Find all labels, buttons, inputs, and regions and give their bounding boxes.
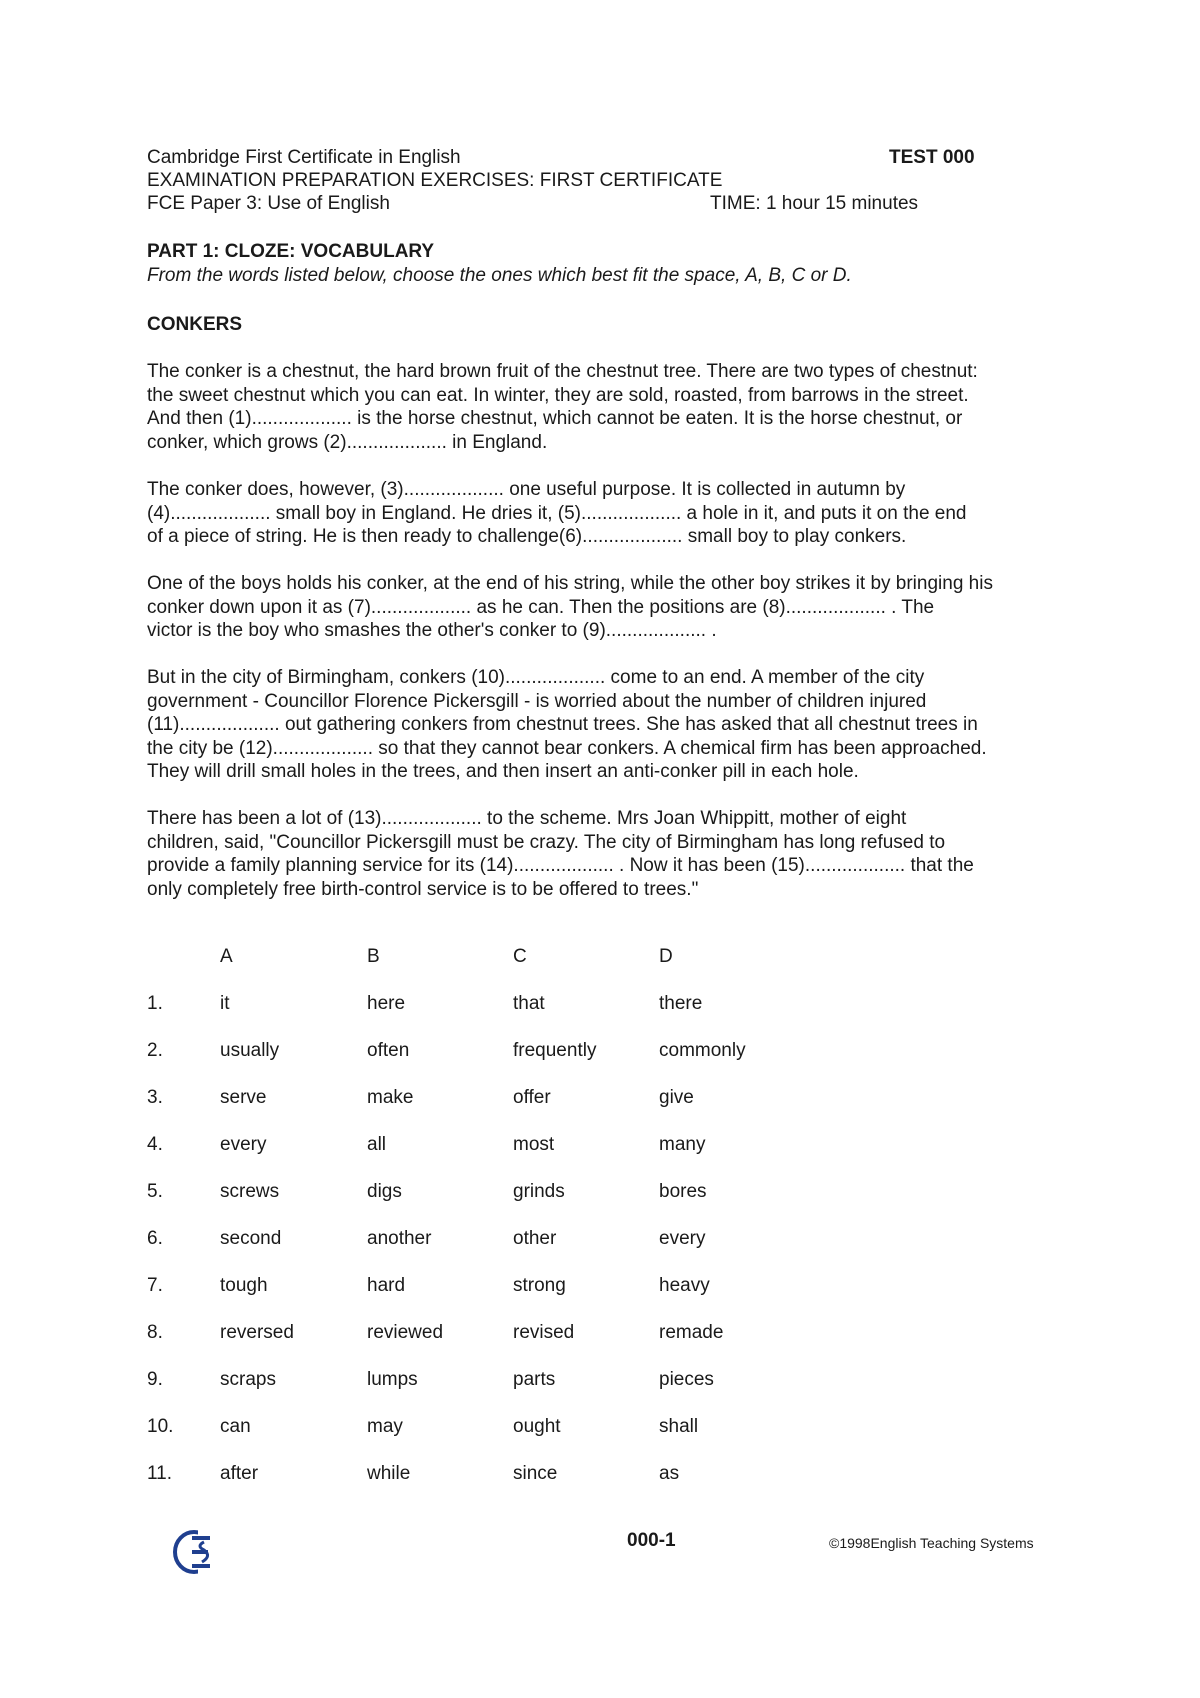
answer-option: reviewed xyxy=(367,1322,444,1343)
answer-option: bores xyxy=(659,1181,707,1202)
question-number: 6. xyxy=(147,1228,163,1249)
answer-option: often xyxy=(367,1040,410,1061)
answer-option: strong xyxy=(513,1275,566,1296)
header-course-title: Cambridge First Certificate in English xyxy=(147,147,461,168)
section-instruction: From the words listed below, choose the ones which best fit the space, A, B, C or D. xyxy=(147,265,852,286)
answer-option: give xyxy=(659,1087,694,1108)
question-number: 9. xyxy=(147,1369,163,1390)
answer-option: other xyxy=(513,1228,557,1249)
answer-option: frequently xyxy=(513,1040,597,1061)
answer-option: ought xyxy=(513,1416,561,1437)
answer-option: reversed xyxy=(220,1322,294,1343)
header-exercises-title: EXAMINATION PREPARATION EXERCISES: FIRST CERTIFICATE xyxy=(147,170,723,191)
column-header: B xyxy=(367,946,380,967)
passage-line: of a piece of string. He is then ready to challenge(6)................... small boy to play conkers. xyxy=(147,526,907,547)
passage-paragraph-1 xyxy=(147,360,1067,454)
passage-line: They will drill small holes in the trees, and then insert an anti-conker pill in each hole. xyxy=(147,761,859,782)
answer-option: many xyxy=(659,1134,706,1155)
passage-line: the sweet chestnut which you can eat. In winter, they are sold, roasted, from barrows in the street. xyxy=(147,384,969,406)
answer-option: make xyxy=(367,1087,414,1108)
answer-option: digs xyxy=(367,1181,402,1202)
answer-option: while xyxy=(367,1463,411,1484)
section-title: PART 1: CLOZE: VOCABULARY xyxy=(147,241,435,262)
answer-option: there xyxy=(659,993,703,1014)
question-number: 7. xyxy=(147,1275,163,1296)
answer-option: can xyxy=(220,1416,251,1437)
answer-option: may xyxy=(367,1416,403,1437)
answer-option: shall xyxy=(659,1416,699,1437)
answer-option: screws xyxy=(220,1181,280,1202)
passage-line: conker down upon it as (7)................... as he can. Then the positions are (8)................... . The xyxy=(147,596,935,618)
answer-option: here xyxy=(367,993,406,1014)
question-number: 5. xyxy=(147,1181,163,1202)
answer-option: parts xyxy=(513,1369,556,1390)
answer-option: usually xyxy=(220,1040,280,1061)
answer-option: serve xyxy=(220,1087,267,1108)
answer-option: every xyxy=(659,1228,706,1249)
answer-option: another xyxy=(367,1228,432,1249)
passage-paragraph-3 xyxy=(147,572,1067,643)
passage-paragraph-5 xyxy=(147,807,1067,901)
answer-option: as xyxy=(659,1463,680,1484)
passage-line: The conker does, however, (3)................... one useful purpose. It is collected in autumn by xyxy=(147,479,906,500)
question-number: 10. xyxy=(147,1416,174,1437)
answer-option: revised xyxy=(513,1322,575,1343)
question-number: 3. xyxy=(147,1087,163,1108)
passage-line: provide a family planning service for its (14)................... . Now it has been (15)................... that the xyxy=(147,855,974,876)
passage-line: (4)................... small boy in England. He dries it, (5)................... a hole in it, and puts it on the end xyxy=(147,502,967,524)
passage-line: (11)................... out gathering conkers from chestnut trees. She has asked that all chestnut trees in xyxy=(147,714,978,735)
column-header: D xyxy=(659,946,673,967)
column-header: A xyxy=(220,946,233,967)
answer-option: every xyxy=(220,1134,267,1155)
passage-line: The conker is a chestnut, the hard brown fruit of the chestnut tree. There are two types of chestnut: xyxy=(147,361,978,382)
passage-line: only completely free birth-control service is to be offered to trees." xyxy=(147,878,699,900)
passage-line: There has been a lot of (13)................... to the scheme. Mrs Joan Whippitt, mother of eight xyxy=(147,808,907,829)
passage-line: the city be (12)................... so that they cannot bear conkers. A chemical firm has been approached. xyxy=(147,737,987,759)
answer-option: second xyxy=(220,1228,282,1249)
passage-paragraph-2 xyxy=(147,478,1067,549)
header-test-number: TEST 000 xyxy=(889,147,975,168)
answer-option: commonly xyxy=(659,1040,746,1061)
page-number: 000-1 xyxy=(627,1530,676,1551)
passage-paragraph-4 xyxy=(147,666,1067,784)
question-number: 1. xyxy=(147,993,163,1014)
answer-option: pieces xyxy=(659,1369,714,1390)
passage-title: CONKERS xyxy=(147,314,243,335)
header-time: TIME: 1 hour 15 minutes xyxy=(710,193,919,214)
answer-option: remade xyxy=(659,1322,724,1343)
copyright-notice: ©1998English Teaching Systems xyxy=(829,1535,1034,1551)
answer-option: most xyxy=(513,1134,555,1155)
header-paper-title: FCE Paper 3: Use of English xyxy=(147,193,390,214)
passage-line: But in the city of Birmingham, conkers (10)................... come to an end. A member of the city xyxy=(147,667,925,688)
answer-option: after xyxy=(220,1463,259,1484)
passage-line: children, said, "Councillor Pickersgill must be crazy. The city of Birmingham has long refused to xyxy=(147,831,946,853)
question-number: 11. xyxy=(147,1463,173,1484)
answer-option: since xyxy=(513,1463,558,1484)
answer-option: tough xyxy=(220,1275,268,1296)
passage-line: One of the boys holds his conker, at the end of his string, while the other boy strikes it by bringing his xyxy=(147,573,993,594)
question-number: 2. xyxy=(147,1040,163,1061)
passage-line: conker, which grows (2)................... in England. xyxy=(147,431,548,453)
answer-option: hard xyxy=(367,1275,406,1296)
passage-line: victor is the boy who smashes the other's conker to (9)................... . xyxy=(147,620,717,641)
question-number: 8. xyxy=(147,1322,163,1343)
answer-option: heavy xyxy=(659,1275,710,1296)
answer-option: all xyxy=(367,1134,387,1155)
ets-logo-icon xyxy=(170,1528,218,1576)
passage-line: And then (1)................... is the horse chestnut, which cannot be eaten. It is the horse chestnut, or xyxy=(147,408,963,429)
answer-option: that xyxy=(513,993,545,1014)
question-number: 4. xyxy=(147,1134,163,1155)
column-header: C xyxy=(513,946,527,967)
answer-option: scraps xyxy=(220,1369,276,1390)
answer-option: grinds xyxy=(513,1181,565,1202)
answer-option: offer xyxy=(513,1087,551,1108)
answer-option: lumps xyxy=(367,1369,418,1390)
passage-line: government - Councillor Florence Pickersgill - is worried about the number of children injured xyxy=(147,690,927,712)
answer-option: it xyxy=(220,993,230,1014)
